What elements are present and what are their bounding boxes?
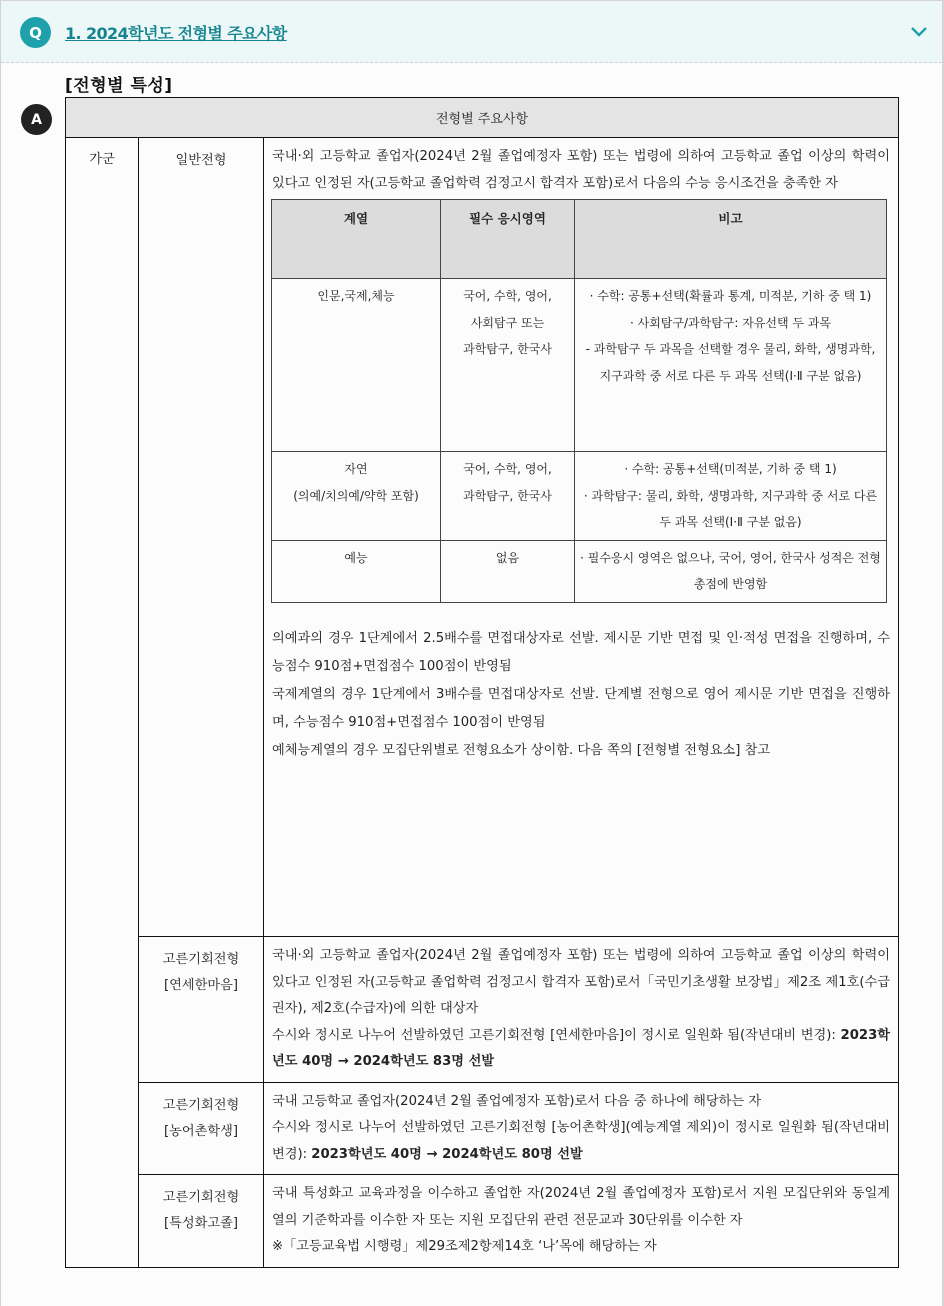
note-line: · 수학: 공통+선택(확률과 통계, 미적분, 기하 중 택 1) — [589, 289, 872, 303]
change-highlight: 2023학년도 40명 → 2024학년도 83명 선발 — [272, 1027, 890, 1069]
field-line: (의예/치의예/약학 포함) — [293, 488, 419, 503]
required-cell — [441, 279, 575, 452]
field-cell: 예능 — [272, 540, 441, 602]
table-row — [272, 540, 887, 602]
type-cell — [139, 1175, 264, 1268]
type-cell: 일반전형 — [139, 138, 264, 937]
notes-block — [272, 625, 890, 765]
type-line: [연세한마음] — [164, 978, 238, 993]
admission-table — [65, 97, 899, 1268]
answer-badge: A — [21, 104, 52, 135]
table-row — [66, 138, 899, 937]
note-paragraph: 예체능계열의 경우 모집단위별로 전형요소가 상이함. 다음 쪽의 [전형별 전형요소] 참고 — [272, 742, 771, 758]
required-cell: 없음 — [441, 540, 575, 602]
chevron-down-icon[interactable] — [910, 23, 928, 41]
table-header: 전형별 주요사항 — [66, 98, 899, 138]
question-header[interactable] — [1, 1, 942, 63]
change-intro: 수시와 정시로 나누어 선발하였던 고른기회전형 [연세한마음]이 정시로 일원화 됨(작년대비 변경): — [272, 1027, 841, 1043]
type-cell — [139, 1082, 264, 1175]
type-line: 고른기회전형 — [162, 1097, 240, 1113]
note-paragraph: 국제계열의 경우 1단계에서 3배수를 면접대상자로 선발. 단계별 전형으로 영어 제시문 기반 면접을 진행하며, 수능점수 910점+면접점수 100점이 반영됨 — [272, 686, 890, 730]
group-cell: 가군 — [66, 138, 139, 1268]
note-line: - 과학탐구 두 과목을 선택할 경우 물리, 화학, 생명과학, 지구과학 중 서로 다른 두 과목 선택(Ⅰ·Ⅱ 구분 없음) — [585, 342, 876, 383]
desc-text: 국내·외 고등학교 졸업자(2024년 2월 졸업예정자 포함) 또는 법령에 의하여 고등학교 졸업 이상의 학력이 있다고 인정된 자(고등학교 졸업학력 검정고시 합격자 포함)로서「국민기초생활 보장법」제2조 제1호(수급권자), 제2호(수급자)에 의한 대상자 — [272, 948, 890, 1016]
change-highlight: 2023학년도 40명 → 2024학년도 80명 선발 — [311, 1146, 583, 1162]
required-line: 과학탐구, 한국사 — [463, 488, 552, 503]
note-line: · 과학탐구: 물리, 화학, 생명과학, 지구과학 중 서로 다른 두 과목 선택(Ⅰ·Ⅱ 구분 없음) — [583, 488, 878, 529]
type-cell — [139, 937, 264, 1083]
desc-text: 국내 특성화고 교육과정을 이수하고 졸업한 자(2024년 2월 졸업예정자 포함)로서 지원 모집단위와 동일계열의 기준학과를 이수한 자 또는 지원 모집단위 관련 전문교과 30단위를 이수한 자 — [272, 1186, 890, 1228]
note-paragraph: 의예과의 경우 1단계에서 2.5배수를 면접대상자로 선발. 제시문 기반 면접 및 인·적성 면접을 진행하며, 수능점수 910점+면접점수 100점이 반영됨 — [272, 630, 890, 674]
required-cell — [441, 452, 575, 541]
table-row — [272, 279, 887, 452]
desc-intro: 국내·외 고등학교 졸업자(2024년 2월 졸업예정자 포함) 또는 법령에 의하여 고등학교 졸업 이상의 학력이 있다고 인정된 자(고등학교 졸업학력 검정고시 합격자 포함)로서 다음의 수능 응시조건을 충족한 자 — [272, 149, 890, 191]
note-line: · 사회탐구/과학탐구: 자유선택 두 과목 — [629, 315, 832, 330]
change-text — [272, 1115, 890, 1168]
col-header-field: 계열 — [272, 200, 441, 279]
desc-cell — [264, 937, 899, 1083]
col-header-required: 필수 응시영역 — [441, 200, 575, 279]
required-line: 국어, 수학, 영어, — [463, 462, 552, 476]
desc-text: 국내 고등학교 졸업자(2024년 2월 졸업예정자 포함)로서 다음 중 하나에 해당하는 자 — [272, 1093, 762, 1109]
col-header-note: 비고 — [575, 200, 887, 279]
type-line: [특성화고졸] — [164, 1216, 238, 1231]
question-badge: Q — [20, 17, 51, 48]
required-line: 과학탐구, 한국사 — [463, 342, 552, 356]
required-line: 사회탐구 또는 — [470, 315, 545, 330]
type-line: 고른기회전형 — [162, 952, 240, 967]
section-title: [전형별 특성] — [65, 76, 173, 96]
field-cell — [272, 452, 441, 541]
required-line: 국어, 수학, 영어, — [463, 289, 552, 303]
change-text — [272, 1023, 890, 1076]
type-line: [농어촌학생] — [164, 1123, 238, 1139]
field-line: 자연 — [344, 462, 368, 476]
question-title-link[interactable]: 1. 2024학년도 전형별 주요사항 — [65, 24, 287, 43]
table-row — [66, 937, 899, 1083]
requirements-table — [271, 199, 887, 603]
legal-note: ※「고등교육법 시행령」제29조제2항제14호 ‘나’목에 해당하는 자 — [272, 1239, 657, 1254]
table-row — [66, 1175, 899, 1268]
type-line: 고른기회전형 — [162, 1190, 240, 1205]
desc-cell — [264, 1082, 899, 1175]
note-cell — [575, 452, 887, 541]
table-row — [272, 452, 887, 541]
field-cell: 인문,국제,체능 — [272, 279, 441, 452]
change-intro: 수시와 정시로 나누어 선발하였던 고른기회전형 [농어촌학생](예능계열 제외)이 정시로 일원화 됨(작년대비 변경): — [272, 1120, 890, 1162]
desc-cell — [264, 1175, 899, 1268]
desc-cell — [264, 138, 899, 937]
note-line: · 수학: 공통+선택(미적분, 기하 중 택 1) — [624, 462, 837, 476]
note-cell — [575, 279, 887, 452]
note-cell: · 필수응시 영역은 없으나, 국어, 영어, 한국사 성적은 전형총점에 반영함 — [575, 540, 887, 602]
table-row — [66, 1082, 899, 1175]
